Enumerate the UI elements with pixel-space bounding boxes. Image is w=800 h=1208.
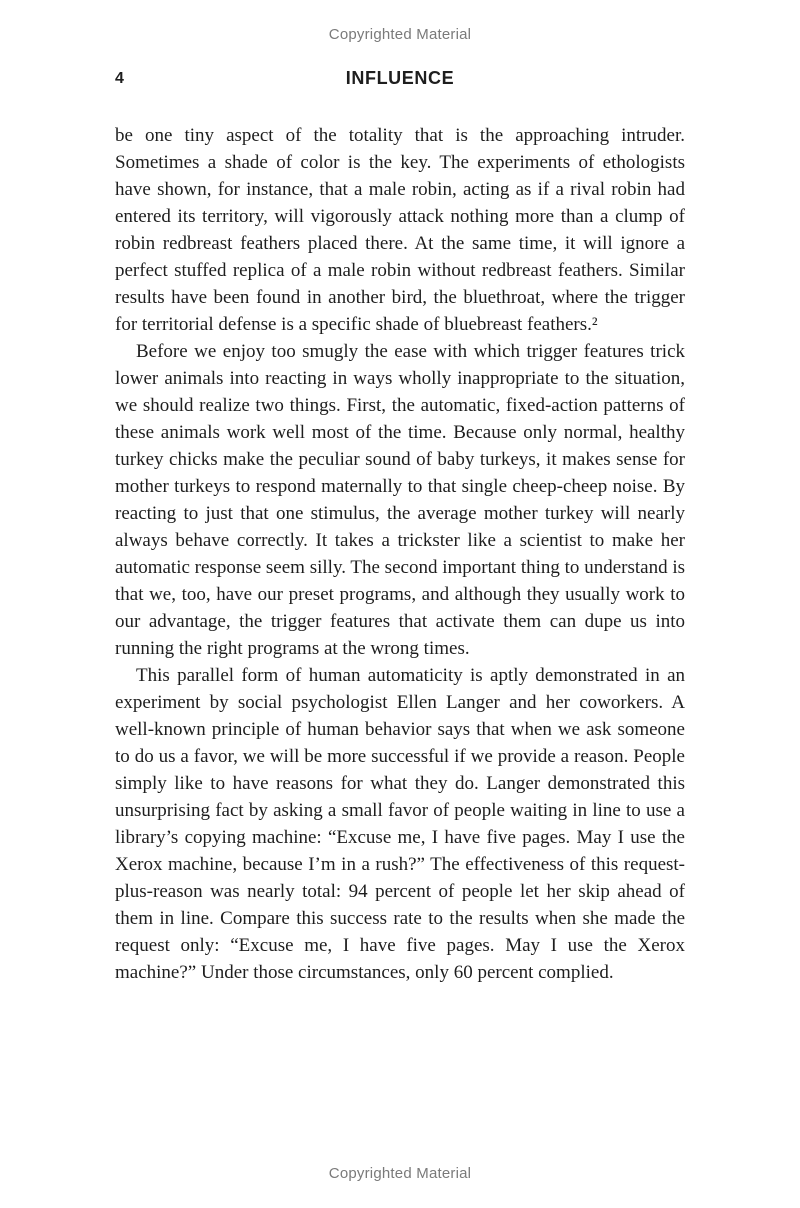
body-text bbox=[115, 122, 685, 986]
paragraph-continued: be one tiny aspect of the totality that is the approaching intruder. Sometimes a shade of color is the key. The experiments of ethologists have shown, for instance, that a male robin, acting as if a rival robin had entered its territory, will vigorously attack nothing more than a clump of robin redbreast feathers placed there. At the same time, it will ignore a perfect stuffed replica of a male robin without redbreast feathers. Similar results have been found in another bird, the bluethroat, where the trigger for territorial defense is a specific shade of bluebreast feathers.² bbox=[115, 125, 685, 335]
book-title: INFLUENCE bbox=[345, 68, 455, 88]
copyright-watermark-bottom: Copyrighted Material bbox=[328, 1165, 472, 1182]
paragraph: Before we enjoy too smugly the ease with which trigger features trick lower animals into reacting in ways wholly inappropriate to the situation, we should realize two things. First, the automatic, fixed-action patterns of these animals work well most of the time. Because only normal, healthy turkey chicks make the peculiar sound of baby turkeys, it makes sense for mother turkeys to respond maternally to that single cheep-cheep noise. By reacting to just that one stimulus, the average mother turkey will nearly always behave correctly. It takes a trickster like a scientist to make her automatic response seem silly. The second important thing to understand is that we, too, have our preset programs, and although they usually work to our advantage, the trigger features that activate them can dupe us into running the right programs at the wrong times. bbox=[115, 341, 685, 659]
copyright-watermark-top: Copyrighted Material bbox=[328, 26, 472, 43]
paragraph: This parallel form of human automaticity is aptly demonstrated in an experiment by social psychologist Ellen Langer and her coworkers. A well-known principle of human behavior says that when we ask someone to do us a favor, we will be more successful if we provide a reason. People simply like to have reasons for what they do. Langer demonstrated this unsurprising fact by asking a small favor of people waiting in line to use a library’s copying machine: “Excuse me, I have five pages. May I use the Xerox machine, because I’m in a rush?” The effectiveness of this request-plus-reason was nearly total: 94 percent of people let her skip ahead of them in line. Compare this success rate to the results when she made the request only: “Excuse me, I have five pages. May I use the Xerox machine?” Under those circumstances, only 60 percent complied. bbox=[115, 665, 685, 983]
page-number: 4 bbox=[115, 70, 124, 87]
running-head bbox=[115, 68, 685, 92]
